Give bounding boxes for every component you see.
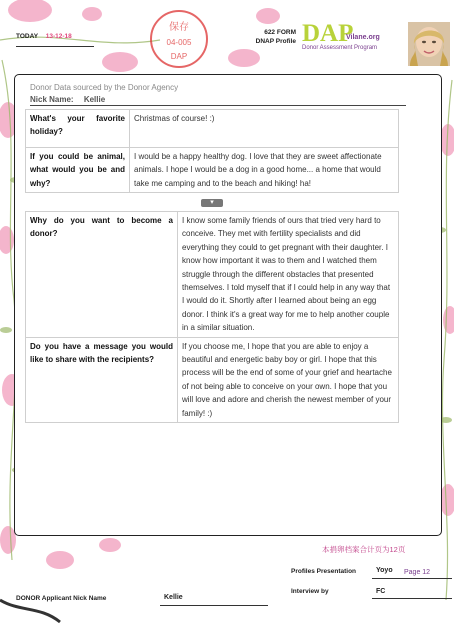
stamp-line-2: 04-005 <box>166 38 192 47</box>
table-row <box>26 110 399 148</box>
expand-arrow-icon[interactable]: ▾ <box>201 199 223 207</box>
interview-value: FC <box>376 588 386 595</box>
form-title <box>226 28 296 46</box>
qa-table-bottom <box>25 211 399 423</box>
answer-cell: I would be a happy healthy dog. I love that they are sweet affectionate animals. I hope I would be a dog in a good home... a home that would take me camping and to the beach and hiking! ha! <box>130 148 399 193</box>
interview-underline <box>372 598 452 599</box>
interview-label: Interview by <box>291 588 329 595</box>
form-subtitle-line: DNAP Profile <box>255 38 296 45</box>
applicant-nick-label: DONOR Applicant Nick Name <box>16 595 107 602</box>
profiles-presentation-label: Profiles Presentation <box>291 568 357 575</box>
profiles-presentation-value: Yoyo <box>376 567 393 574</box>
answer-cell: I know some family friends of ours that tried very hard to conceive. They met with fertility specialists and did everything they could to get pregnant with their daughter. I know how important it was to them and I watched them struggle through the different obstacles that presented themselves. I told myself that if I could help in any way that I would do it. Shortly after I learned about being an egg donor. I think it's a great way for me to help another couple in a similar situation. <box>178 212 399 338</box>
form-title-line: 622 FORM <box>264 29 296 36</box>
question-cell: Do you have a message you would like to share with the recipients? <box>26 337 178 422</box>
pages-note: 本捐卵档案合计页为12页 <box>322 545 406 554</box>
question-cell: What's your favorite holiday? <box>26 110 130 148</box>
table-row <box>26 212 399 338</box>
applicant-nick-underline <box>160 605 268 606</box>
agency-stamp <box>150 10 208 68</box>
logo-text: DAP <box>302 20 354 47</box>
today-field <box>16 33 72 40</box>
logo-tagline: Donor Assessment Program <box>302 45 378 51</box>
table-row <box>26 148 399 193</box>
today-date: 13-12-18 <box>45 33 72 40</box>
source-label: Donor Data sourced by the Donor Agency <box>30 83 179 92</box>
profiles-presentation-underline <box>372 578 452 579</box>
today-label: TODAY <box>16 33 38 40</box>
today-underline <box>16 46 94 47</box>
answer-cell: Christmas of course! :) <box>130 110 399 148</box>
qa-table-top <box>25 109 399 193</box>
donor-photo <box>408 22 450 66</box>
nick-name-label: Nick Name: <box>30 95 74 104</box>
question-cell: If you could be animal, what would you be and why? <box>26 148 130 193</box>
answer-cell: If you choose me, I hope that you are able to enjoy a beautiful and energetic baby boy or girl. I hope that this process will be the end of some of your grief and heartache of not being able to conceive on your own. I hope that you will love and adore and cherish the newest member of your family! :) <box>178 337 399 422</box>
applicant-nick-value: Kellie <box>164 594 183 601</box>
page-number: Page 12 <box>404 569 431 576</box>
logo-sub: Vilane.org <box>346 34 380 41</box>
question-cell: Why do you want to become a donor? <box>26 212 178 338</box>
stamp-line-1: 保存 <box>169 22 189 33</box>
nick-name-row <box>30 95 406 106</box>
table-row <box>26 337 399 422</box>
nick-name-value: Kellie <box>83 95 106 104</box>
profile-content-box <box>14 74 442 536</box>
stamp-line-3: DAP <box>170 52 188 61</box>
